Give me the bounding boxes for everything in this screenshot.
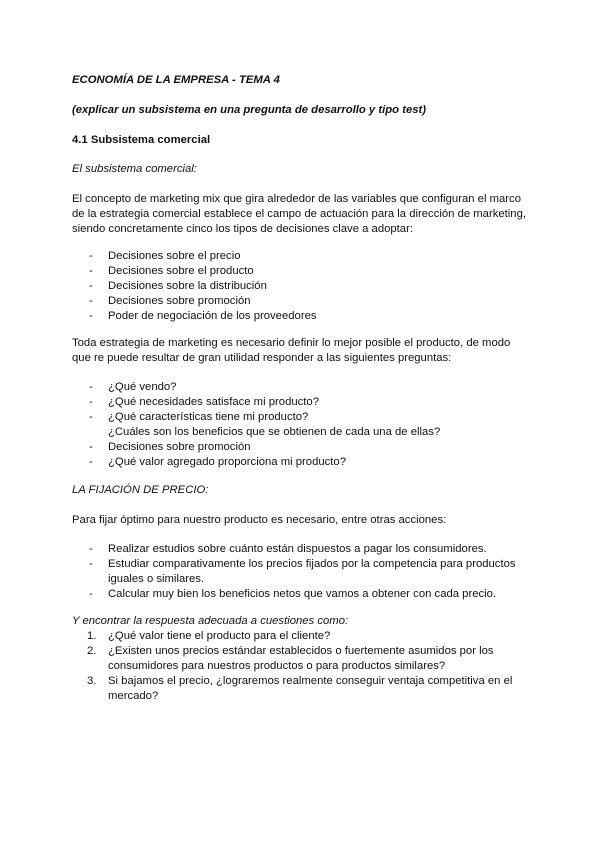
questions-list xyxy=(72,380,532,470)
paragraph-fijar-precio: Para fijar óptimo para nuestro producto es necesario, entre otras acciones: xyxy=(72,514,447,526)
actions-list xyxy=(72,542,532,602)
list-item-continuation: ¿Cuáles son los beneficios que se obtienen de cada una de ellas? xyxy=(108,426,441,438)
list-item: - Realizar estudios sobre cuánto están dispuestos a pagar los consumidores. xyxy=(89,543,487,555)
list-item: - ¿Qué vendo? xyxy=(89,381,177,393)
paragraph-marketing-mix: El concepto de marketing mix que gira alrededor de las variables que configuran el marco de la estrategia comercial establece el campo de actuación para la dirección de marketing, siendo concretamente cinco los tipos de decisiones clave a adoptar: xyxy=(72,193,527,235)
list-item: - Calcular muy bien los beneficios netos que vamos a obtener con cada precio. xyxy=(89,588,497,600)
list-item: - Poder de negociación de los proveedores xyxy=(89,310,317,322)
list-item: 3. Si bajamos el precio, ¿lograremos realmente conseguir ventaja competitiva en el mercado? xyxy=(87,675,513,702)
subheading-subsistema: El subsistema comercial: xyxy=(72,163,197,175)
subheading-cuestiones: Y encontrar la respuesta adecuada a cuestiones como: xyxy=(72,615,349,627)
list-item: - Estudiar comparativamente los precios fijados por la competencia para productos iguales o similares. xyxy=(89,558,516,585)
list-item: - Decisiones sobre el producto xyxy=(89,265,254,277)
section-heading: 4.1 Subsistema comercial xyxy=(72,134,211,146)
list-item: - Decisiones sobre promoción xyxy=(89,441,251,453)
list-item: - ¿Qué valor agregado proporciona mi producto? xyxy=(89,456,347,468)
page-subtitle: (explicar un subsistema en una pregunta de desarrollo y tipo test) xyxy=(72,104,427,116)
subheading-fijacion-precio: LA FIJACIÓN DE PRECIO: xyxy=(72,484,209,496)
list-item: - ¿Qué características tiene mi producto? ¿Cuáles son los beneficios que se obtienen de cada una de ellas? xyxy=(89,411,441,438)
decisions-list xyxy=(72,249,532,324)
list-item: - ¿Qué necesidades satisface mi producto? xyxy=(89,396,319,408)
page-title: ECONOMÍA DE LA EMPRESA - TEMA 4 xyxy=(72,74,280,86)
list-item: - Decisiones sobre la distribución xyxy=(89,280,267,292)
paragraph-estrategia: Toda estrategia de marketing es necesario definir lo mejor posible el producto, de modo que re puede resultar de gran utilidad responder a las siguientes preguntas: xyxy=(72,337,511,364)
list-item: - Decisiones sobre promoción xyxy=(89,295,251,307)
list-item: 1. ¿Qué valor tiene el producto para el cliente? xyxy=(87,630,331,642)
cuestiones-list xyxy=(72,629,532,704)
list-item: - Decisiones sobre el precio xyxy=(89,250,241,262)
list-item: 2. ¿Existen unos precios estándar establecidos o fuertemente asumidos por los consumidores para nuestros productos o para productos similares? xyxy=(87,645,494,672)
